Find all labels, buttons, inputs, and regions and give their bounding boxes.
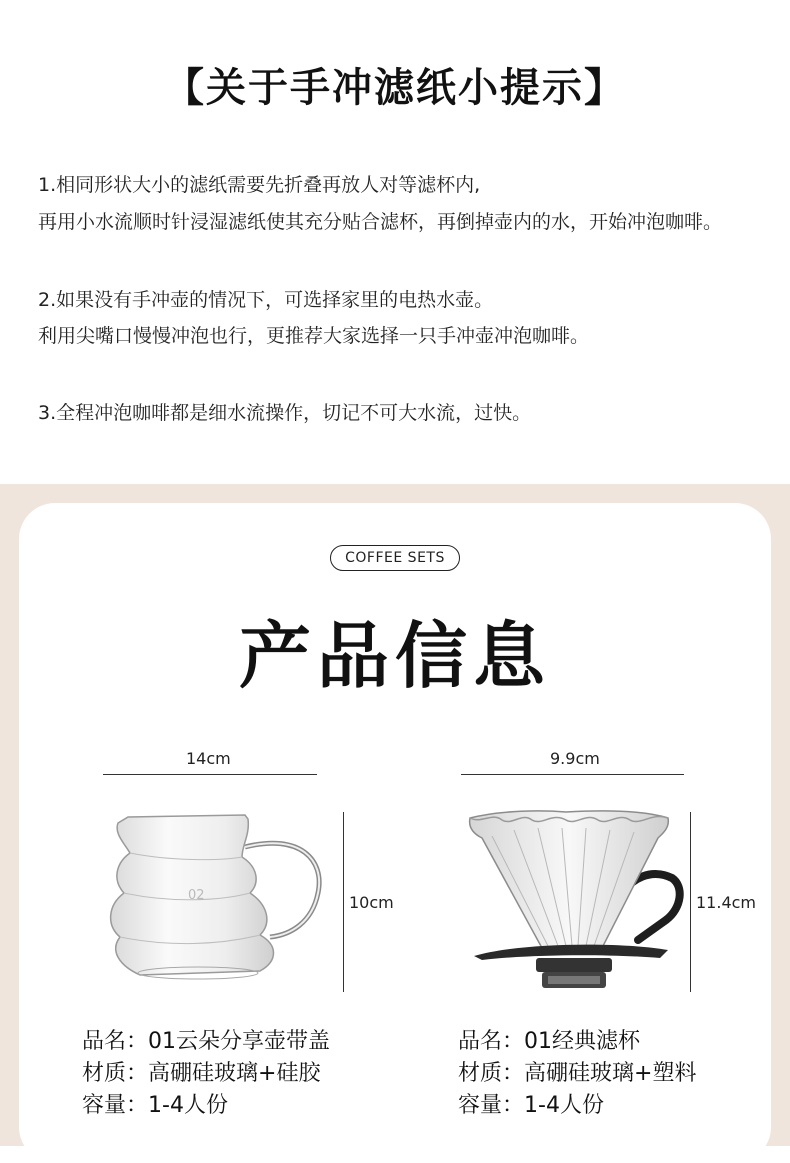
tip-line-3: 2.如果没有手冲壶的情况下，可选择家里的电热水壶。 — [38, 289, 494, 311]
jug-capacity-row — [82, 1088, 228, 1119]
dripper-width-line — [461, 774, 684, 775]
dripper-height-label: 11.4cm — [696, 893, 757, 912]
jug-capacity: 1-4人份 — [148, 1093, 228, 1118]
jug-volume-mark: 02 — [188, 888, 205, 903]
glass-jug-illustration — [100, 805, 330, 995]
jug-material-label: 材质： — [82, 1061, 149, 1086]
dripper-width-label: 9.9cm — [550, 749, 600, 768]
dripper-material-row — [458, 1056, 696, 1087]
dripper-material-label: 材质： — [458, 1061, 525, 1086]
dripper-name-label: 品名： — [458, 1029, 525, 1054]
dripper-capacity-row — [458, 1088, 604, 1119]
tip-line-5: 3.全程冲泡咖啡都是细水流操作，切记不可大水流，过快。 — [38, 402, 532, 424]
dripper-name: 01经典滤杯 — [524, 1029, 641, 1054]
jug-height-line — [343, 812, 344, 992]
jug-width-line — [103, 774, 317, 775]
glass-dripper-illustration — [462, 808, 692, 998]
dripper-material: 高硼硅玻璃+塑料 — [524, 1061, 697, 1086]
dripper-capacity-label: 容量： — [458, 1093, 525, 1118]
jug-name-row — [82, 1024, 330, 1055]
jug-width-label: 14cm — [186, 749, 231, 768]
tip-line-2: 再用小水流顺时针浸湿滤纸使其充分贴合滤杯，再倒掉壶内的水，开始冲泡咖啡。 — [38, 211, 723, 233]
dripper-capacity: 1-4人份 — [524, 1093, 604, 1118]
jug-material-row — [82, 1056, 320, 1087]
jug-name: 01云朵分享壶带盖 — [148, 1029, 331, 1054]
tips-title: 【关于手冲滤纸小提示】 — [164, 65, 626, 111]
coffee-sets-badge: COFFEE SETS — [330, 545, 460, 571]
jug-height-label: 10cm — [349, 893, 394, 912]
tip-line-1: 1.相同形状大小的滤纸需要先折叠再放人对等滤杯内, — [38, 174, 481, 196]
tips-section — [0, 0, 790, 484]
jug-name-label: 品名： — [82, 1029, 149, 1054]
dripper-name-row — [458, 1024, 640, 1055]
product-title: 产品信息 — [238, 614, 551, 698]
tip-line-4: 利用尖嘴口慢慢冲泡也行，更推荐大家选择一只手冲壶冲泡咖啡。 — [38, 325, 590, 347]
jug-capacity-label: 容量： — [82, 1093, 149, 1118]
jug-material: 高硼硅玻璃+硅胶 — [148, 1061, 321, 1086]
